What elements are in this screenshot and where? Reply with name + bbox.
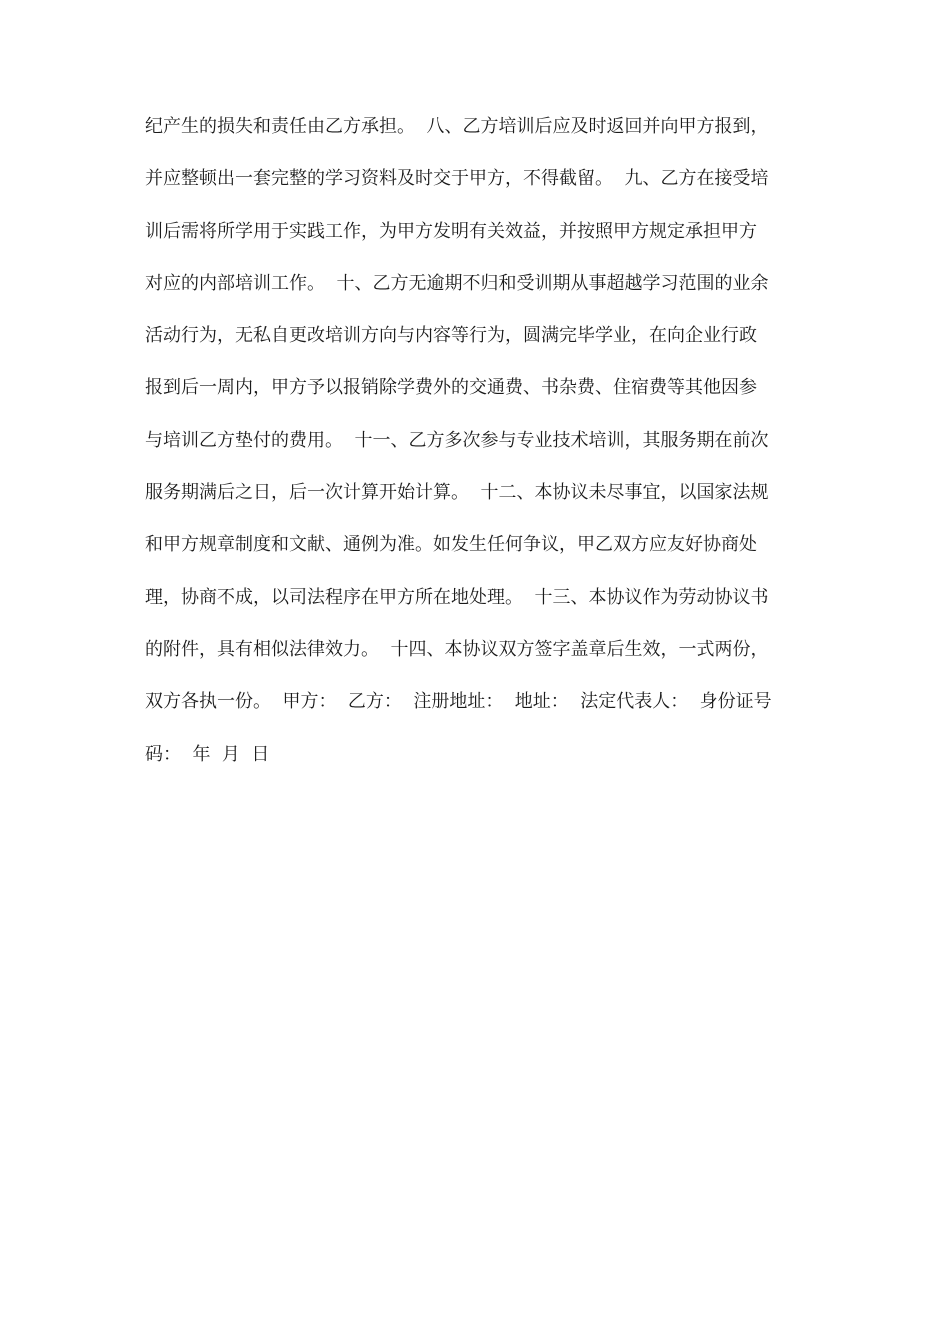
text-line-7: 与培训乙方垫付的费用。 十一、乙方多次参与专业技术培训，其服务期在前次 xyxy=(145,429,769,451)
text-line-9: 和甲方规章制度和文献、通例为准。如发生任何争议，甲乙双方应友好协商处 xyxy=(145,534,757,556)
text-line-1: 纪产生的损失和责任由乙方承担。 八、乙方培训后应及时返回并向甲方报到， xyxy=(145,116,769,137)
date-line: 码： 年 月 日 xyxy=(145,743,270,765)
text-line-2: 并应整顿出一套完整的学习资料及时交于甲方，不得截留。 九、乙方在接受培 xyxy=(145,168,769,190)
text-line-11: 的附件，具有相似法律效力。 十四、本协议双方签字盖章后生效，一式两份， xyxy=(145,638,769,660)
text-line-10: 理，协商不成，以司法程序在甲方所在地处理。 十三、本协议作为劳动协议书 xyxy=(145,586,769,608)
text-line-6: 报到后一周内，甲方予以报销除学费外的交通费、书杂费、住宿费等其他因参 xyxy=(145,377,757,399)
agreement-body-text xyxy=(145,108,825,788)
text-line-8: 服务期满后之日，后一次计算开始计算。 十二、本协议未尽事宜，以国家法规 xyxy=(145,482,769,504)
text-line-3: 训后需将所学用于实践工作，为甲方发明有关效益，并按照甲方规定承担甲方 xyxy=(145,220,757,242)
text-line-5: 活动行为，无私自更改培训方向与内容等行为，圆满完毕学业，在向企业行政 xyxy=(145,325,757,347)
signature-fields-line: 双方各执一份。 甲方： 乙方： 注册地址： 地址： 法定代表人： 身份证号 xyxy=(145,691,772,713)
text-line-4: 对应的内部培训工作。 十、乙方无逾期不归和受训期从事超越学习范围的业余 xyxy=(145,272,769,294)
